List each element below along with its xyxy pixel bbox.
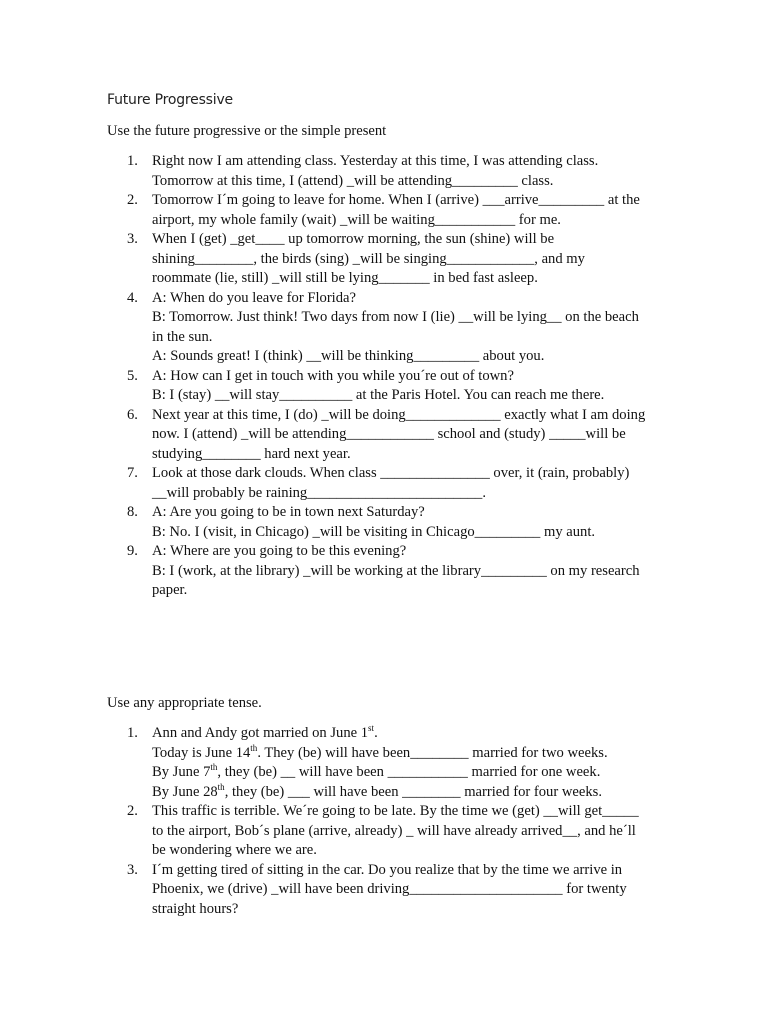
item-number: 4.	[127, 289, 138, 306]
item-text-line: Today is June 14th. They (be) will have been________ married for two weeks.	[152, 742, 608, 761]
section2-exercise-list	[107, 724, 667, 919]
exercise-item	[107, 289, 667, 367]
item-number: 6.	[127, 406, 138, 423]
exercise-item	[107, 367, 667, 406]
item-number: 3.	[127, 231, 138, 247]
item-text-line: shining________, the birds (sing) _will be singing____________, and my	[152, 250, 585, 267]
item-text-line: B: I (stay) __will stay__________ at the Paris Hotel. You can reach me there.	[152, 387, 605, 403]
item-number: 3.	[127, 861, 138, 878]
item-text-line: By June 28th, they (be) ___ will have been ________ married for four weeks.	[152, 781, 602, 800]
item-text-line: now. I (attend) _will be attending____________ school and (study) _____will be	[152, 426, 626, 442]
item-text-line: I´m getting tired of sitting in the car. Do you realize that by the time we arrive in	[152, 861, 623, 878]
item-text-line: paper.	[152, 582, 188, 598]
item-text-line: B: Tomorrow. Just think! Two days from now I (lie) __will be lying__ on the beach	[152, 309, 639, 325]
section1-instructions: Use the future progressive or the simple present	[107, 123, 387, 139]
document-title: Future Progressive	[107, 92, 233, 108]
exercise-item	[107, 230, 667, 289]
item-text-line: Tomorrow I´m going to leave for home. When I (arrive) ___arrive_________ at the	[152, 192, 640, 208]
item-text-line: Next year at this time, I (do) _will be doing_____________ exactly what I am doing	[152, 406, 646, 423]
item-text-line: A: How can I get in touch with you while you´re out of town?	[152, 367, 514, 384]
ordinal-suffix: st	[368, 723, 375, 733]
item-text-line: A: Where are you going to be this evening?	[152, 543, 407, 559]
item-text-line: Ann and Andy got married on June 1st.	[152, 723, 378, 741]
item-text-line: Look at those dark clouds. When class _______________ over, it (rain, probably)	[152, 465, 630, 481]
item-text-line: A: Are you going to be in town next Saturday?	[152, 504, 425, 520]
item-number: 1.	[127, 153, 138, 169]
item-number: 2.	[127, 192, 138, 208]
item-text-line: straight hours?	[152, 900, 239, 917]
exercise-item	[107, 503, 667, 542]
item-text-line: When I (get) _get____ up tomorrow morning, the sun (shine) will be	[152, 231, 555, 247]
item-text-line: B: No. I (visit, in Chicago) _will be visiting in Chicago_________ my aunt.	[152, 523, 596, 540]
item-text-line: Tomorrow at this time, I (attend) _will be attending_________ class.	[152, 172, 554, 189]
item-text-line: airport, my whole family (wait) _will be waiting___________ for me.	[152, 211, 561, 228]
exercise-item	[107, 861, 667, 920]
item-number: 2.	[127, 803, 138, 819]
exercise-item	[107, 152, 667, 191]
exercise-item	[107, 191, 667, 230]
item-number: 7.	[127, 465, 138, 481]
item-text-line: Right now I am attending class. Yesterday at this time, I was attending class.	[152, 153, 599, 169]
ordinal-suffix: th	[210, 762, 218, 772]
item-text-line: studying________ hard next year.	[152, 445, 351, 462]
item-number: 9.	[127, 543, 138, 559]
exercise-item	[107, 542, 667, 601]
item-number: 5.	[127, 367, 138, 384]
ordinal-suffix: th	[217, 781, 225, 792]
item-text-line: be wondering where we are.	[152, 842, 317, 858]
exercise-item	[107, 406, 667, 465]
item-text-line: A: When do you leave for Florida?	[152, 289, 356, 306]
exercise-item	[107, 724, 667, 802]
item-text-line: __will probably be raining________________________.	[152, 484, 487, 501]
item-text-line: Phoenix, we (drive) _will have been driving_____________________ for twenty	[152, 881, 627, 897]
section2-instructions: Use any appropriate tense.	[107, 695, 262, 711]
exercise-item	[107, 464, 667, 503]
exercise-item	[107, 802, 667, 861]
item-number: 1.	[127, 725, 138, 741]
section1-exercise-list	[107, 152, 667, 601]
item-text-line: This traffic is terrible. We´re going to be late. By the time we (get) __will get_____	[152, 803, 639, 819]
item-text-line: in the sun.	[152, 328, 213, 345]
item-text-line: A: Sounds great! I (think) __will be thinking_________ about you.	[152, 348, 545, 364]
item-number: 8.	[127, 504, 138, 520]
item-text-line: roommate (lie, still) _will still be lying_______ in bed fast asleep.	[152, 270, 538, 286]
ordinal-suffix: th	[250, 742, 258, 753]
item-text-line: to the airport, Bob´s plane (arrive, already) _ will have already arrived__, and he´ll	[152, 822, 636, 839]
item-text-line: B: I (work, at the library) _will be working at the library_________ on my research	[152, 562, 640, 579]
item-text-line: By June 7th, they (be) __ will have been ___________ married for one week.	[152, 762, 601, 780]
